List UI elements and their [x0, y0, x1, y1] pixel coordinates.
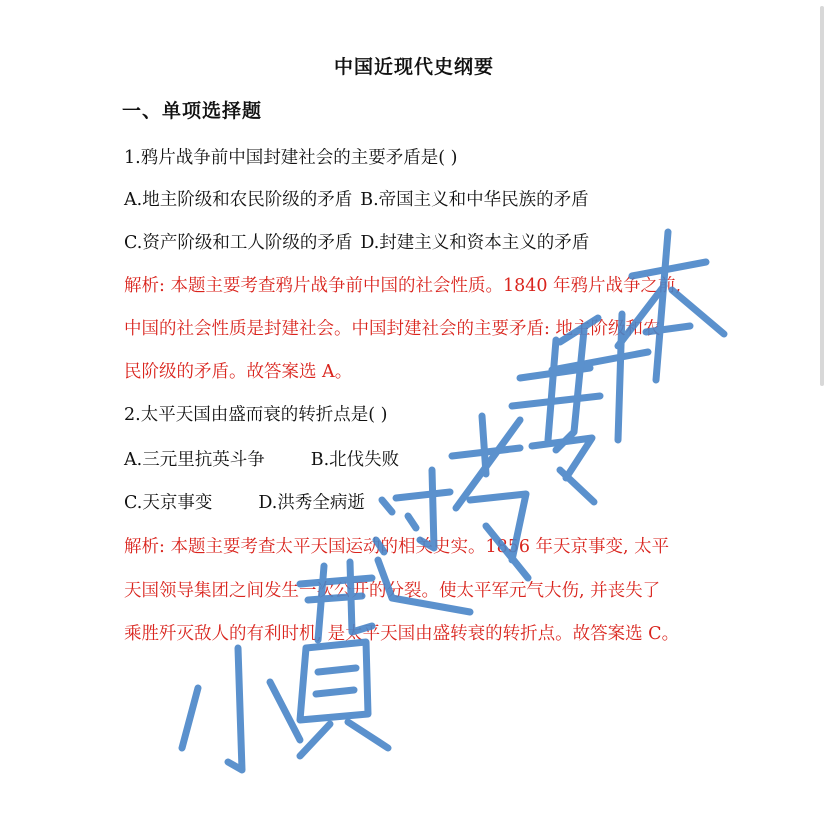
- question-1-analysis-line-3: 民阶级的矛盾。故答案选 A。: [124, 362, 353, 382]
- page-title: 中国近现代史纲要: [333, 56, 494, 78]
- question-2-options-row-2: [124, 489, 365, 514]
- question-2-option-d: D.洪秀全病逝: [258, 493, 365, 513]
- question-1-analysis-line-2: 中国的社会性质是封建社会。中国封建社会的主要矛盾: 地主阶级和农: [124, 319, 661, 339]
- question-1-option-a: A.地主阶级和农民阶级的矛盾: [124, 190, 353, 210]
- question-1-option-d: D.封建主义和资本主义的矛盾: [360, 233, 590, 253]
- question-2-analysis-line-2: 天国领导集团之间发生一次公开的分裂。使太平军元气大伤, 并丧失了: [124, 581, 661, 601]
- question-1-option-b: B.帝国主义和中华民族的矛盾: [360, 190, 589, 210]
- question-2-option-c: C.天京事变: [124, 493, 213, 513]
- question-2-analysis-line-1: 解析: 本题主要考查太平天国运动的相关史实。1856 年天京事变, 太平: [124, 537, 670, 557]
- question-1-options-row-1: [124, 186, 589, 211]
- scrollbar[interactable]: [820, 6, 824, 386]
- question-2-option-b: B.北伐失败: [310, 450, 400, 470]
- question-1-option-c: C.资产阶级和工人阶级的矛盾: [124, 233, 353, 253]
- question-1-stem: 1.鸦片战争前中国封建社会的主要矛盾是( ): [124, 148, 458, 168]
- question-2-options-row-1: [124, 446, 399, 471]
- question-1-analysis-line-1: 解析: 本题主要考查鸦片战争前中国的社会性质。1840 年鸦片战争之前,: [124, 276, 682, 296]
- question-1-options-row-2: [124, 229, 589, 254]
- question-2-stem: 2.太平天国由盛而衰的转折点是( ): [124, 405, 388, 425]
- question-2-option-a: A.三元里抗英斗争: [124, 450, 265, 470]
- section-heading: 一、单项选择题: [122, 100, 263, 122]
- question-2-analysis-line-3: 乘胜歼灭敌人的有利时机, 是太平天国由盛转衰的转折点。故答案选 C。: [124, 624, 680, 644]
